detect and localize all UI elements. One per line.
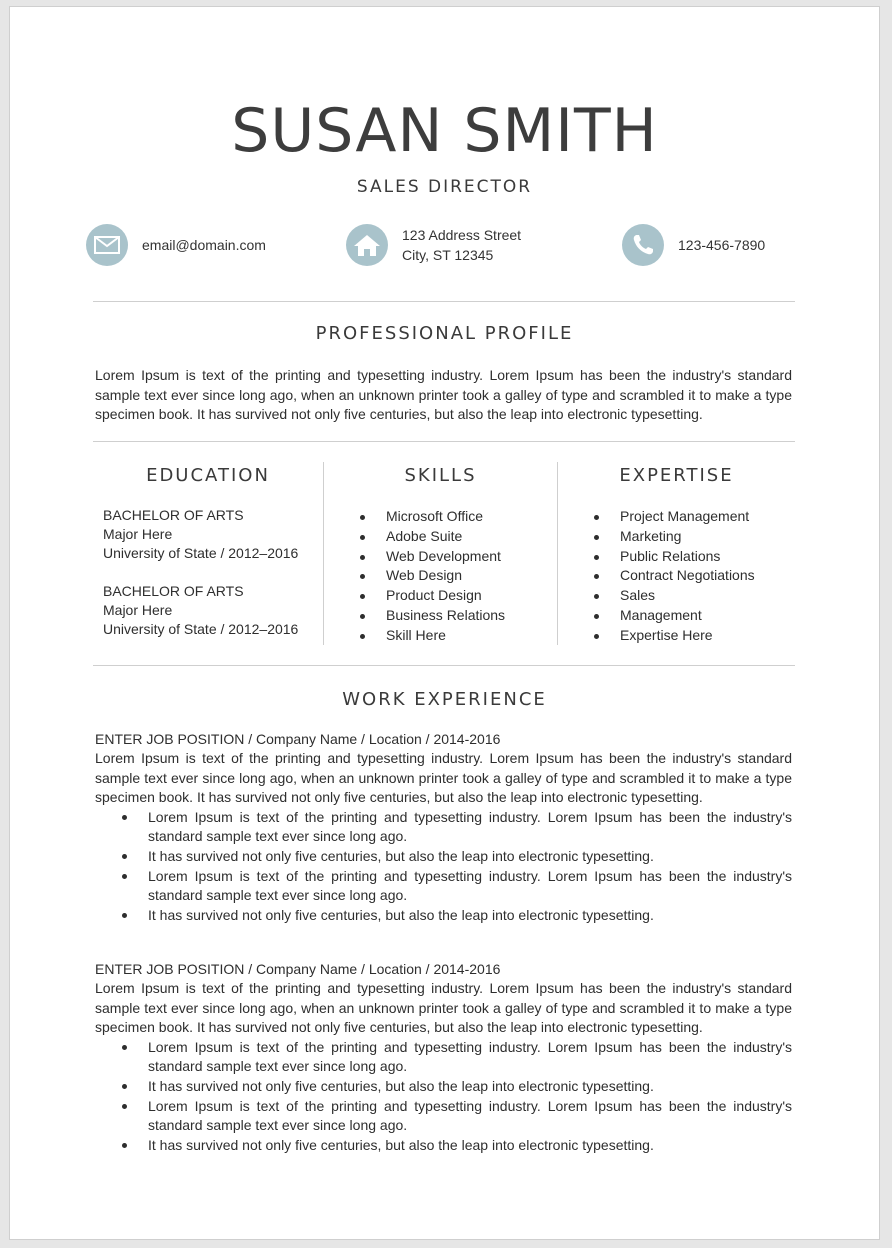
address-line-1: 123 Address Street xyxy=(402,227,522,243)
education-heading: EDUCATION xyxy=(146,465,270,486)
list-item: It has survived not only five centuries, but also the leap into electronic typesetting. xyxy=(95,906,792,925)
list-item: Business Relations xyxy=(360,606,505,626)
job-title: ENTER JOB POSITION / Company Name / Location / 2014-2016 xyxy=(95,731,501,747)
contact-phone xyxy=(622,224,765,266)
education-entry xyxy=(103,582,298,639)
education-major: Major Here xyxy=(103,602,173,618)
job-description: Lorem Ipsum is text of the printing and typesetting industry. Lorem Ipsum has been the industry's standard sample text ever since long ago, when an unknown printer took a galley of type and scrambled it to make a type specimen book. It has survived not only five centuries, but also the leap into electronic typesetting. xyxy=(95,750,792,805)
list-item: Lorem Ipsum is text of the printing and typesetting industry. Lorem Ipsum has been the industry's standard sample text ever since long ago. xyxy=(95,808,792,846)
resume-page xyxy=(9,6,880,1240)
resume-name: SUSAN SMITH xyxy=(231,96,658,166)
resume-title: SALES DIRECTOR xyxy=(356,177,533,197)
contact-email xyxy=(86,224,266,266)
profile-text: Lorem Ipsum is text of the printing and typesetting industry. Lorem Ipsum has been the industry's standard sample text ever since long ago, when an unknown printer took a galley of type and scrambled it to make a type specimen book. It has survived not only five centuries, but also the leap into electronic typesetting. xyxy=(95,367,792,422)
work-heading: WORK EXPERIENCE xyxy=(342,689,547,710)
contact-address xyxy=(346,224,521,266)
list-item: Adobe Suite xyxy=(360,527,505,547)
job-bullets xyxy=(95,808,792,925)
divider-line xyxy=(93,441,795,442)
divider-line xyxy=(93,301,795,302)
home-icon xyxy=(346,224,388,266)
list-item: Marketing xyxy=(594,527,755,547)
expertise-list xyxy=(594,507,755,646)
email-text: email@domain.com xyxy=(142,237,266,253)
list-item: Product Design xyxy=(360,586,505,606)
list-item: Web Development xyxy=(360,547,505,567)
list-item: Project Management xyxy=(594,507,755,527)
list-item: Skill Here xyxy=(360,626,505,646)
divider-line xyxy=(93,665,795,666)
list-item: Lorem Ipsum is text of the printing and typesetting industry. Lorem Ipsum has been the industry's standard sample text ever since long ago. xyxy=(95,1038,792,1076)
job-title: ENTER JOB POSITION / Company Name / Location / 2014-2016 xyxy=(95,961,501,977)
list-item: It has survived not only five centuries, but also the leap into electronic typesetting. xyxy=(95,847,792,866)
education-degree: BACHELOR OF ARTS xyxy=(103,507,244,523)
envelope-icon xyxy=(86,224,128,266)
job-entry xyxy=(95,729,792,926)
list-item: Public Relations xyxy=(594,547,755,567)
list-item: Lorem Ipsum is text of the printing and typesetting industry. Lorem Ipsum has been the industry's standard sample text ever since long ago. xyxy=(95,1097,792,1135)
list-item: Web Design xyxy=(360,566,505,586)
phone-text: 123-456-7890 xyxy=(678,237,766,253)
list-item: Lorem Ipsum is text of the printing and typesetting industry. Lorem Ipsum has been the industry's standard sample text ever since long ago. xyxy=(95,867,792,905)
skills-list xyxy=(360,507,505,646)
skills-heading: SKILLS xyxy=(404,465,477,486)
list-item: It has survived not only five centuries, but also the leap into electronic typesetting. xyxy=(95,1136,792,1155)
profile-heading: PROFESSIONAL PROFILE xyxy=(315,323,574,344)
column-divider xyxy=(323,462,324,645)
education-major: Major Here xyxy=(103,526,173,542)
education-school: University of State / 2012–2016 xyxy=(103,545,299,561)
job-entry xyxy=(95,959,792,1156)
education-degree: BACHELOR OF ARTS xyxy=(103,583,244,599)
list-item: Sales xyxy=(594,586,755,606)
expertise-heading: EXPERTISE xyxy=(619,465,734,486)
list-item: Microsoft Office xyxy=(360,507,505,527)
address-text xyxy=(402,225,521,265)
list-item: Expertise Here xyxy=(594,626,755,646)
phone-icon xyxy=(622,224,664,266)
list-item: Contract Negotiations xyxy=(594,566,755,586)
address-line-2: City, ST 12345 xyxy=(402,247,494,263)
list-item: It has survived not only five centuries, but also the leap into electronic typesetting. xyxy=(95,1077,792,1096)
education-school: University of State / 2012–2016 xyxy=(103,621,299,637)
job-description: Lorem Ipsum is text of the printing and typesetting industry. Lorem Ipsum has been the industry's standard sample text ever since long ago, when an unknown printer took a galley of type and scrambled it to make a type specimen book. It has survived not only five centuries, but also the leap into electronic typesetting. xyxy=(95,980,792,1035)
list-item: Management xyxy=(594,606,755,626)
education-entry xyxy=(103,506,298,563)
column-divider xyxy=(557,462,558,645)
job-bullets xyxy=(95,1038,792,1155)
